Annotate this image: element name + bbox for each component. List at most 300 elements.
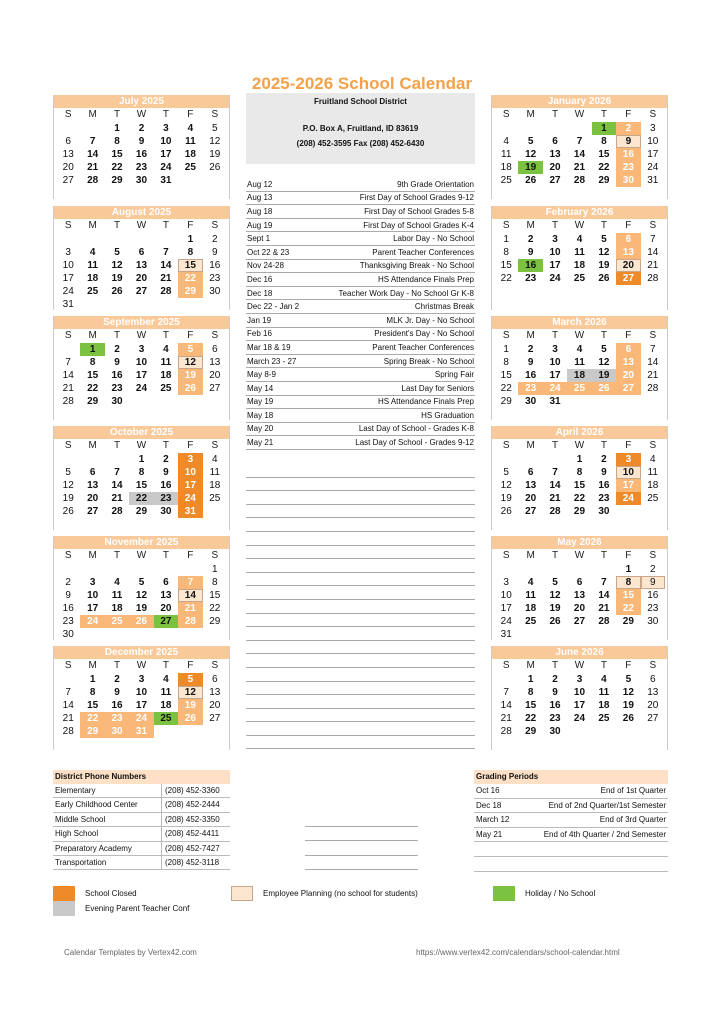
calendar-day: 12 xyxy=(62,480,74,491)
event-date: May 8-9 xyxy=(247,370,276,380)
weekday-label: S xyxy=(649,330,657,341)
calendar-day: 11 xyxy=(501,149,512,160)
calendar-day: 20 xyxy=(549,162,561,173)
calendar-day: 2 xyxy=(138,123,145,134)
calendar-day: 2 xyxy=(616,122,640,135)
calendar-day: 16 xyxy=(616,148,640,161)
event-date: Nov 24-28 xyxy=(247,261,284,271)
calendar-day: 15 xyxy=(500,260,512,271)
weekday-label: T xyxy=(600,660,607,671)
calendar-day: 13 xyxy=(160,590,172,601)
calendar-day: 30 xyxy=(105,725,129,738)
calendar-day: 19 xyxy=(135,603,148,614)
evening-swatch xyxy=(53,901,75,916)
month-calendar xyxy=(53,95,230,199)
calendar-day: 27 xyxy=(62,175,74,186)
calendar-day: 26 xyxy=(111,286,123,297)
weekday-label: W xyxy=(574,330,585,341)
weekday-label: T xyxy=(162,440,169,451)
calendar-day: 2 xyxy=(114,674,120,685)
calendar-day: 17 xyxy=(160,149,172,160)
calendar-day: 18 xyxy=(160,700,172,711)
phone-numbers-table xyxy=(53,770,230,870)
calendar-day: 4 xyxy=(187,123,194,134)
calendar-day: 11 xyxy=(185,136,196,147)
phone-number: (208) 452-3360 xyxy=(161,784,230,797)
holiday-swatch xyxy=(493,886,515,901)
calendar-day: 17 xyxy=(87,603,99,614)
calendar-day: 31 xyxy=(129,725,153,738)
weekday-label: T xyxy=(114,550,121,561)
weekday-label: S xyxy=(649,660,657,671)
phone-name: Elementary xyxy=(55,786,96,795)
calendar-day: 6 xyxy=(65,136,71,147)
month-calendar xyxy=(491,536,668,640)
weekday-label: W xyxy=(136,440,147,451)
calendar-day: 10 xyxy=(135,687,148,698)
calendar-day: 18 xyxy=(525,603,537,614)
calendar-day: 28 xyxy=(647,273,659,284)
weekday-label: T xyxy=(162,660,169,671)
calendar-day: 20 xyxy=(616,369,640,382)
calendar-day: 19 xyxy=(598,260,610,271)
calendar-day: 11 xyxy=(525,590,536,601)
calendar-day: 22 xyxy=(80,712,104,725)
calendar-day: 8 xyxy=(576,467,583,478)
calendar-day: 5 xyxy=(114,247,120,258)
footer-right-url[interactable]: https://www.vertex42.com/calendars/school-calendar.html xyxy=(416,948,620,957)
calendar-day: 27 xyxy=(525,506,537,517)
legend-holiday xyxy=(493,886,595,901)
calendar-day: 23 xyxy=(598,493,610,504)
district-phones: (208) 452-3595 Fax (208) 452-6430 xyxy=(296,139,425,148)
calendar-day: 19 xyxy=(209,149,221,160)
calendar-day: 19 xyxy=(549,603,561,614)
calendar-day: 20 xyxy=(209,370,221,381)
calendar-day: 16 xyxy=(111,700,123,711)
weekday-label: S xyxy=(502,330,510,341)
event-row xyxy=(246,246,475,260)
legend-evening xyxy=(53,901,189,916)
calendar-day: 6 xyxy=(89,467,96,478)
event-text: Labor Day - No School xyxy=(393,234,474,244)
calendar-day: 5 xyxy=(625,674,632,685)
calendar-day: 7 xyxy=(601,577,607,588)
phone-number: (208) 452-3350 xyxy=(161,813,230,826)
calendar-day: 23 xyxy=(209,273,221,284)
calendar-day: 17 xyxy=(178,479,202,492)
phone-row xyxy=(53,856,230,870)
calendar-day: 14 xyxy=(647,357,659,368)
calendar-day: 4 xyxy=(114,577,120,588)
event-row xyxy=(246,205,475,219)
weekday-label: T xyxy=(552,330,559,341)
calendar-day: 27 xyxy=(616,272,640,285)
event-text: First Day of School Grades 5-8 xyxy=(364,206,474,216)
weekday-label: W xyxy=(574,109,585,120)
weekday-label: S xyxy=(502,220,510,231)
calendar-day: 10 xyxy=(616,466,640,479)
calendar-day: 6 xyxy=(212,674,218,685)
event-date: Dec 16 xyxy=(247,274,273,284)
calendar-day: 14 xyxy=(62,370,74,381)
calendar-day: 5 xyxy=(503,467,509,478)
weekday-label: T xyxy=(114,109,121,120)
grading-periods-table xyxy=(474,770,668,872)
calendar-day: 20 xyxy=(160,603,172,614)
calendar-day: 9 xyxy=(616,135,640,148)
event-date: Jan 19 xyxy=(247,315,272,325)
grading-date: May 21 xyxy=(476,829,503,839)
calendar-day: 26 xyxy=(62,506,74,517)
calendar-day: 1 xyxy=(114,123,120,134)
calendar-day: 18 xyxy=(573,260,586,271)
event-row xyxy=(246,382,475,396)
calendar-day: 8 xyxy=(114,136,120,147)
phone-numbers-heading: District Phone Numbers xyxy=(53,770,230,784)
calendar-day: 1 xyxy=(592,122,616,135)
calendar-day: 30 xyxy=(598,506,610,517)
calendar-day: 7 xyxy=(89,136,96,147)
calendar-day: 9 xyxy=(65,590,71,601)
legend-evening-label: Evening Parent Teacher Conf xyxy=(85,904,190,913)
calendar-day: 10 xyxy=(160,136,172,147)
calendar-day: 14 xyxy=(111,480,123,491)
grading-date: March 12 xyxy=(476,815,510,825)
calendar-day: 15 xyxy=(178,259,202,272)
calendar-day: 2 xyxy=(65,577,71,588)
calendar-day: 18 xyxy=(500,162,512,173)
calendar-day: 13 xyxy=(209,357,221,368)
grading-heading: Grading Periods xyxy=(474,770,668,784)
footer-left[interactable]: Calendar Templates by Vertex42.com xyxy=(64,948,197,957)
phone-name: Transportation xyxy=(55,857,107,867)
weekday-label: T xyxy=(162,330,169,341)
weekday-label: F xyxy=(625,660,632,671)
events-list xyxy=(246,178,475,450)
legend-planning-label: Employee Planning (no school for students) xyxy=(263,889,418,898)
closed-swatch xyxy=(53,886,75,901)
calendar-day: 24 xyxy=(573,713,586,724)
calendar-day: 26 xyxy=(622,713,634,724)
calendar-day: 11 xyxy=(87,260,98,271)
event-date: Aug 13 xyxy=(247,193,273,203)
grading-row xyxy=(474,828,668,843)
calendar-day: 27 xyxy=(135,286,148,297)
event-text: Spring Fair xyxy=(434,370,474,380)
weekday-label: S xyxy=(64,550,72,561)
calendar-day: 10 xyxy=(573,687,586,698)
calendar-day: 29 xyxy=(525,726,537,737)
grading-row xyxy=(474,784,668,799)
event-date: March 23 - 27 xyxy=(247,356,297,366)
calendar-day: 21 xyxy=(647,260,659,271)
weekday-label: F xyxy=(187,109,194,120)
legend-closed xyxy=(53,886,137,901)
calendar-day: 4 xyxy=(212,454,218,465)
calendar-day: 6 xyxy=(616,233,640,246)
calendar-day: 31 xyxy=(500,629,512,640)
phone-name: Middle School xyxy=(55,814,106,824)
calendar-day: 25 xyxy=(525,616,537,627)
calendar-day: 30 xyxy=(160,506,172,517)
phone-row xyxy=(53,798,230,812)
calendar-day: 19 xyxy=(111,273,123,284)
calendar-day: 1 xyxy=(138,454,145,465)
calendar-day: 9 xyxy=(212,247,218,258)
calendar-day: 21 xyxy=(178,602,202,615)
grading-row xyxy=(474,813,668,828)
calendar-day: 5 xyxy=(65,467,71,478)
calendar-day: 1 xyxy=(576,454,583,465)
event-text: Last Day of School - Grades K-8 xyxy=(358,424,474,434)
calendar-day: 21 xyxy=(62,383,74,394)
calendar-day: 24 xyxy=(178,492,202,505)
weekday-label: S xyxy=(649,109,657,120)
weekday-label: F xyxy=(187,550,194,561)
grading-row xyxy=(474,799,668,814)
events-blank-lines xyxy=(246,464,475,749)
calendar-day: 16 xyxy=(518,259,542,272)
calendar-day: 24 xyxy=(549,273,561,284)
calendar-day: 29 xyxy=(598,175,610,186)
calendar-day: 15 xyxy=(135,480,148,491)
weekday-label: S xyxy=(649,220,657,231)
planning-swatch xyxy=(231,886,253,901)
calendar-day: 14 xyxy=(647,247,659,258)
calendar-day: 19 xyxy=(178,699,202,712)
calendar-day: 31 xyxy=(178,505,202,518)
grading-date: Oct 16 xyxy=(476,786,500,795)
calendar-day: 18 xyxy=(598,700,610,711)
event-date: Mar 18 & 19 xyxy=(247,342,291,352)
phone-number: (208) 452-3118 xyxy=(161,856,230,869)
phone-name: Early Childhood Center xyxy=(55,800,138,810)
calendar-day: 26 xyxy=(178,382,202,395)
calendar-day: 5 xyxy=(178,343,202,356)
calendar-day: 19 xyxy=(62,493,74,504)
event-row xyxy=(246,192,475,206)
weekday-label: S xyxy=(502,550,510,561)
calendar-day: 23 xyxy=(154,492,178,505)
event-row xyxy=(246,219,475,233)
weekday-label: F xyxy=(625,550,632,561)
event-text: Parent Teacher Conferences xyxy=(372,342,474,352)
calendar-day: 19 xyxy=(178,369,202,382)
event-text: Last Day for Seniors xyxy=(401,383,474,393)
calendar-day: 2 xyxy=(650,564,656,575)
calendar-day: 31 xyxy=(160,175,172,186)
calendar-day: 20 xyxy=(647,700,659,711)
calendar-day: 1 xyxy=(89,674,96,685)
calendar-day: 23 xyxy=(616,161,640,174)
calendar-day: 11 xyxy=(111,590,123,601)
calendar-day: 21 xyxy=(500,713,512,724)
calendar-day: 27 xyxy=(573,616,586,627)
event-text: HS Attendance Finals Prep xyxy=(377,274,474,284)
notes-lines xyxy=(305,812,418,870)
calendar-day: 25 xyxy=(105,615,129,628)
calendar-day: 22 xyxy=(500,383,512,394)
calendar-day: 20 xyxy=(135,273,148,284)
calendar-day: 27 xyxy=(209,713,221,724)
calendar-day: 11 xyxy=(160,357,172,368)
month-calendar xyxy=(491,426,668,530)
event-row xyxy=(246,232,475,246)
calendar-day: 24 xyxy=(160,162,172,173)
calendar-day: 30 xyxy=(62,629,74,640)
calendar-day: 3 xyxy=(178,453,202,466)
calendar-day: 13 xyxy=(87,480,99,491)
weekday-label: S xyxy=(64,330,72,341)
phone-number: (208) 452-2444 xyxy=(161,798,230,811)
calendar-day: 20 xyxy=(525,493,537,504)
event-date: May 20 xyxy=(247,424,274,434)
calendar-day: 2 xyxy=(552,674,558,685)
calendar-day: 24 xyxy=(543,382,567,395)
legend-closed-label: School Closed xyxy=(85,889,137,898)
event-date: May 18 xyxy=(247,410,274,420)
event-row xyxy=(246,436,475,450)
weekday-label: M xyxy=(526,660,535,671)
calendar-day: 22 xyxy=(178,272,202,285)
calendar-day: 29 xyxy=(87,396,99,407)
calendar-day: 17 xyxy=(135,370,148,381)
calendar-day: 16 xyxy=(525,370,537,381)
calendar-day: 24 xyxy=(62,286,74,297)
weekday-label: M xyxy=(526,220,535,231)
calendar-day: 13 xyxy=(135,260,148,271)
event-text: Last Day of School - Grades 9-12 xyxy=(355,438,474,448)
calendar-day: 4 xyxy=(163,674,169,685)
calendar-day: 18 xyxy=(87,273,99,284)
month-header: September 2025 xyxy=(54,316,229,329)
calendar-day: 17 xyxy=(573,700,586,711)
weekday-label: T xyxy=(114,220,121,231)
calendar-day: 14 xyxy=(87,149,99,160)
calendar-day: 21 xyxy=(647,370,659,381)
calendar-day: 1 xyxy=(503,234,509,245)
calendar-day: 10 xyxy=(135,357,148,368)
calendar-day: 28 xyxy=(160,286,172,297)
calendar-day: 28 xyxy=(573,175,586,186)
calendar-day: 8 xyxy=(89,357,96,368)
calendar-day: 19 xyxy=(500,493,512,504)
calendar-day: 4 xyxy=(601,674,607,685)
calendar-day: 9 xyxy=(552,687,558,698)
calendar-day: 4 xyxy=(89,247,96,258)
calendar-day: 26 xyxy=(598,273,610,284)
calendar-day: 18 xyxy=(111,603,123,614)
grading-text: End of 2nd Quarter/1st Semester xyxy=(548,800,666,810)
calendar-day: 26 xyxy=(549,616,561,627)
weekday-label: W xyxy=(574,440,585,451)
calendar-day: 10 xyxy=(647,136,659,147)
calendar-day: 27 xyxy=(647,713,659,724)
calendar-day: 28 xyxy=(62,396,74,407)
weekday-label: T xyxy=(114,660,121,671)
event-text: Spring Break - No School xyxy=(383,356,474,366)
weekday-label: T xyxy=(162,109,169,120)
calendar-day: 21 xyxy=(87,162,99,173)
weekday-label: F xyxy=(187,660,194,671)
weekday-label: T xyxy=(600,109,607,120)
calendar-day: 22 xyxy=(87,383,99,394)
calendar-day: 27 xyxy=(154,615,178,628)
calendar-day: 20 xyxy=(573,603,586,614)
calendar-day: 3 xyxy=(503,577,509,588)
month-calendar xyxy=(53,316,230,420)
month-header: July 2025 xyxy=(54,95,229,108)
calendar-day: 5 xyxy=(601,344,607,355)
calendar-day: 27 xyxy=(209,383,221,394)
district-info xyxy=(246,93,475,164)
calendar-day: 3 xyxy=(576,674,583,685)
weekday-label: S xyxy=(64,440,72,451)
calendar-day: 25 xyxy=(567,382,591,395)
calendar-day: 21 xyxy=(160,273,172,284)
calendar-day: 6 xyxy=(552,136,558,147)
calendar-day: 5 xyxy=(601,234,607,245)
calendar-day: 26 xyxy=(500,506,512,517)
calendar-day: 2 xyxy=(163,454,169,465)
calendar-day: 30 xyxy=(525,396,537,407)
weekday-label: S xyxy=(211,660,219,671)
calendar-day: 30 xyxy=(209,286,221,297)
calendar-day: 6 xyxy=(650,674,656,685)
calendar-day: 2 xyxy=(527,234,534,245)
calendar-day: 26 xyxy=(129,615,153,628)
calendar-day: 31 xyxy=(647,175,659,186)
calendar-day: 23 xyxy=(135,162,148,173)
calendar-day: 29 xyxy=(500,396,512,407)
calendar-day: 28 xyxy=(549,506,561,517)
calendar-day: 14 xyxy=(62,700,74,711)
calendar-day: 29 xyxy=(209,616,221,627)
calendar-day: 28 xyxy=(62,726,74,737)
calendar-day: 9 xyxy=(527,247,534,258)
calendar-day: 11 xyxy=(209,467,220,478)
phone-number: (208) 452-4411 xyxy=(161,827,230,840)
calendar-day: 23 xyxy=(549,713,561,724)
weekday-label: S xyxy=(64,109,72,120)
weekday-label: F xyxy=(187,330,194,341)
calendar-day: 3 xyxy=(650,123,656,134)
calendar-day: 16 xyxy=(209,260,221,271)
phone-name: Preparatory Academy xyxy=(55,843,132,853)
calendar-day: 26 xyxy=(525,175,537,186)
calendar-day: 29 xyxy=(178,285,202,298)
weekday-label: T xyxy=(552,660,559,671)
month-header: December 2025 xyxy=(54,646,229,659)
calendar-day: 17 xyxy=(549,260,561,271)
calendar-day: 17 xyxy=(135,700,148,711)
calendar-day: 29 xyxy=(573,506,586,517)
calendar-day: 15 xyxy=(111,149,123,160)
calendar-day: 9 xyxy=(641,576,665,589)
calendar-day: 12 xyxy=(598,247,610,258)
event-row xyxy=(246,368,475,382)
calendar-day: 29 xyxy=(135,506,148,517)
calendar-day: 16 xyxy=(549,700,561,711)
calendar-day: 25 xyxy=(87,286,99,297)
weekday-label: F xyxy=(625,440,632,451)
calendar-day: 2 xyxy=(114,344,120,355)
calendar-day: 17 xyxy=(616,479,640,492)
event-row xyxy=(246,341,475,355)
calendar-day: 11 xyxy=(574,247,585,258)
calendar-day: 14 xyxy=(598,590,610,601)
